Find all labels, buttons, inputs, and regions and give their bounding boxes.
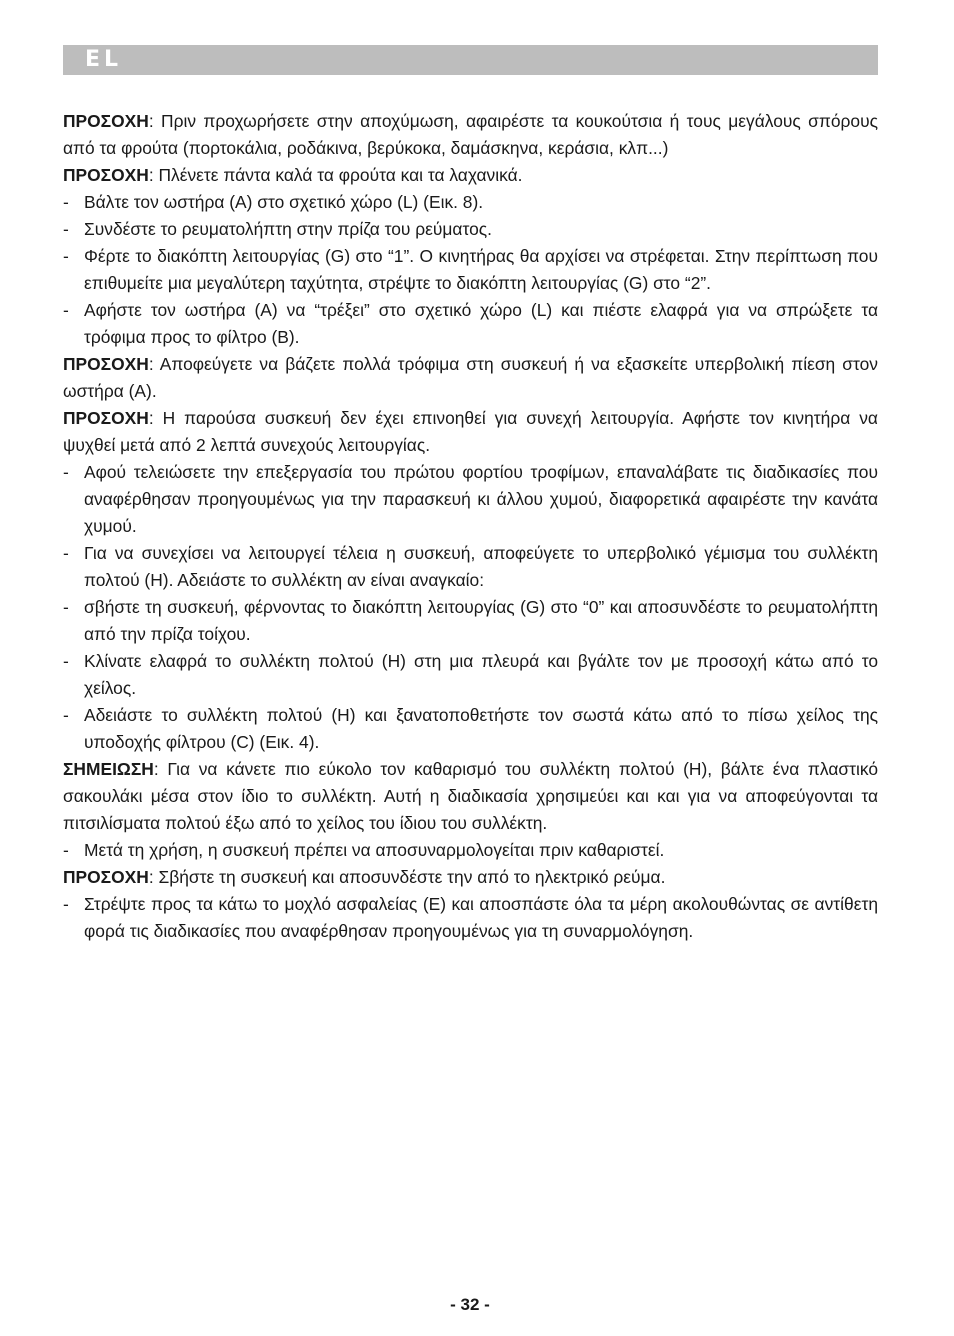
- list-item-text: Μετά τη χρήση, η συσκευή πρέπει να αποσυναρμολογείται πριν καθαριστεί.: [84, 840, 665, 860]
- paragraph-text: : Αποφεύγετε να βάζετε πολλά τρόφιμα στη συσκευή ή να εξασκείτε υπερβολική πίεση στον ωστήρα (A).: [63, 354, 878, 401]
- list-dash: -: [63, 651, 69, 671]
- list-item-text: σβήστε τη συσκευή, φέρνοντας το διακόπτη λειτουργίας (G) στο “0” και αποσυνδέστε το ρευματολήπτη από την πρίζα τοίχου.: [84, 597, 878, 644]
- paragraph-label: ΣΗΜΕΙΩΣΗ: [63, 759, 154, 779]
- language-header-bar: [63, 45, 878, 75]
- list-dash: -: [63, 300, 69, 320]
- paragraph-label: ΠΡΟΣΟΧΗ: [63, 867, 149, 887]
- paragraph-text: : Πριν προχωρήσετε στην αποχύμωση, αφαιρέστε τα κουκούτσια ή τους μεγάλους σπόρους από τα φρούτα (πορτοκάλια, ροδάκινα, βερύκοκα, δαμάσκηνα, κεράσια, κλπ...): [63, 111, 878, 158]
- paragraph-text: : Πλένετε πάντα καλά τα φρούτα και τα λαχανικά.: [148, 165, 523, 185]
- list-item-text: Αφήστε τον ωστήρα (A) να “τρέξει” στο σχετικό χώρο (L) και πιέστε ελαφρά για να σπρώξετε τα τρόφιμα προς το φίλτρο (B).: [84, 300, 878, 347]
- list-item: [63, 297, 878, 351]
- paragraph: [63, 162, 878, 189]
- list-item: [63, 459, 878, 540]
- list-item-text: Αδειάστε το συλλέκτη πολτού (H) και ξανατοποθετήστε τον σωστά κάτω από το πίσω χείλος της υποδοχής φίλτρου (C) (Εικ. 4).: [84, 705, 878, 752]
- list-item: [63, 243, 878, 297]
- page-number: - 32 -: [450, 1295, 490, 1314]
- paragraph: [63, 756, 878, 837]
- list-item: [63, 702, 878, 756]
- manual-body-text: [63, 108, 878, 945]
- paragraph: [63, 351, 878, 405]
- list-item-text: Συνδέστε το ρευματολήπτη στην πρίζα του ρεύματος.: [84, 219, 492, 239]
- paragraph: [63, 405, 878, 459]
- list-dash: -: [63, 246, 69, 266]
- list-item: [63, 891, 878, 945]
- list-item: [63, 648, 878, 702]
- list-dash: -: [63, 705, 69, 725]
- list-dash: -: [63, 462, 69, 482]
- list-item: [63, 837, 878, 864]
- list-item: [63, 189, 878, 216]
- paragraph-text: : Σβήστε τη συσκευή και αποσυνδέστε την από το ηλεκτρικό ρεύμα.: [148, 867, 666, 887]
- list-dash: -: [63, 597, 69, 617]
- paragraph-label: ΠΡΟΣΟΧΗ: [63, 354, 149, 374]
- list-dash: -: [63, 219, 69, 239]
- language-code: EL: [85, 47, 123, 72]
- list-item-text: Για να συνεχίσει να λειτουργεί τέλεια η συσκευή, αποφεύγετε το υπερβολικό γέμισμα του συλλέκτη πολτού (H). Αδειάστε το συλλέκτη αν είναι αναγκαίο:: [84, 543, 878, 590]
- list-item-text: Στρέψτε προς τα κάτω το μοχλό ασφαλείας (E) και αποσπάστε όλα τα μέρη ακολουθώντας σε αντίθετη φορά τις διαδικασίες που αναφέρθησαν προηγουμένως για τη συναρμολόγηση.: [84, 894, 878, 941]
- paragraph-label: ΠΡΟΣΟΧΗ: [63, 165, 149, 185]
- paragraph-label: ΠΡΟΣΟΧΗ: [63, 408, 149, 428]
- list-item-text: Φέρτε το διακόπτη λειτουργίας (G) στο “1”. Ο κινητήρας θα αρχίσει να στρέφεται. Στην περίπτωση που επιθυμείτε μια μεγαλύτερη ταχύτητα, στρέψτε το διακόπτη λειτουργίας (G) στο “2”.: [84, 246, 878, 293]
- list-item: [63, 540, 878, 594]
- paragraph-text: : Για να κάνετε πιο εύκολο τον καθαρισμό του συλλέκτη πολτού (H), βάλτε ένα πλαστικό σακουλάκι μέσα στον ίδιο το συλλέκτη. Αυτή η διαδικασία χρησιμεύει και και για να αποφεύγονται τα πιτσιλίσματα πολτού έξω από το χείλος του ίδιου του συλλέκτη.: [63, 759, 878, 833]
- paragraph-text: : Η παρούσα συσκευή δεν έχει επινοηθεί για συνεχή λειτουργία. Αφήστε τον κινητήρα να ψυχθεί μετά από 2 λεπτά συνεχούς λειτουργίας.: [63, 408, 878, 455]
- list-item-text: Βάλτε τον ωστήρα (A) στο σχετικό χώρο (L) (Εικ. 8).: [84, 192, 484, 212]
- list-dash: -: [63, 840, 69, 860]
- paragraph-label: ΠΡΟΣΟΧΗ: [63, 111, 149, 131]
- list-dash: -: [63, 894, 69, 914]
- list-dash: -: [63, 192, 69, 212]
- paragraph: [63, 108, 878, 162]
- list-item: [63, 594, 878, 648]
- paragraph: [63, 864, 878, 891]
- list-item-text: Κλίνατε ελαφρά το συλλέκτη πολτού (H) στη μια πλευρά και βγάλτε τον με προσοχή κάτω από το χείλος.: [84, 651, 878, 698]
- list-item-text: Αφού τελειώσετε την επεξεργασία του πρώτου φορτίου τροφίμων, επαναλάβατε τις διαδικασίες που αναφέρθησαν προηγουμένως για την παρασκευή κι άλλου χυμού, διαφορετικά αφαιρέστε την κανάτα χυμού.: [84, 462, 878, 536]
- list-dash: -: [63, 543, 69, 563]
- list-item: [63, 216, 878, 243]
